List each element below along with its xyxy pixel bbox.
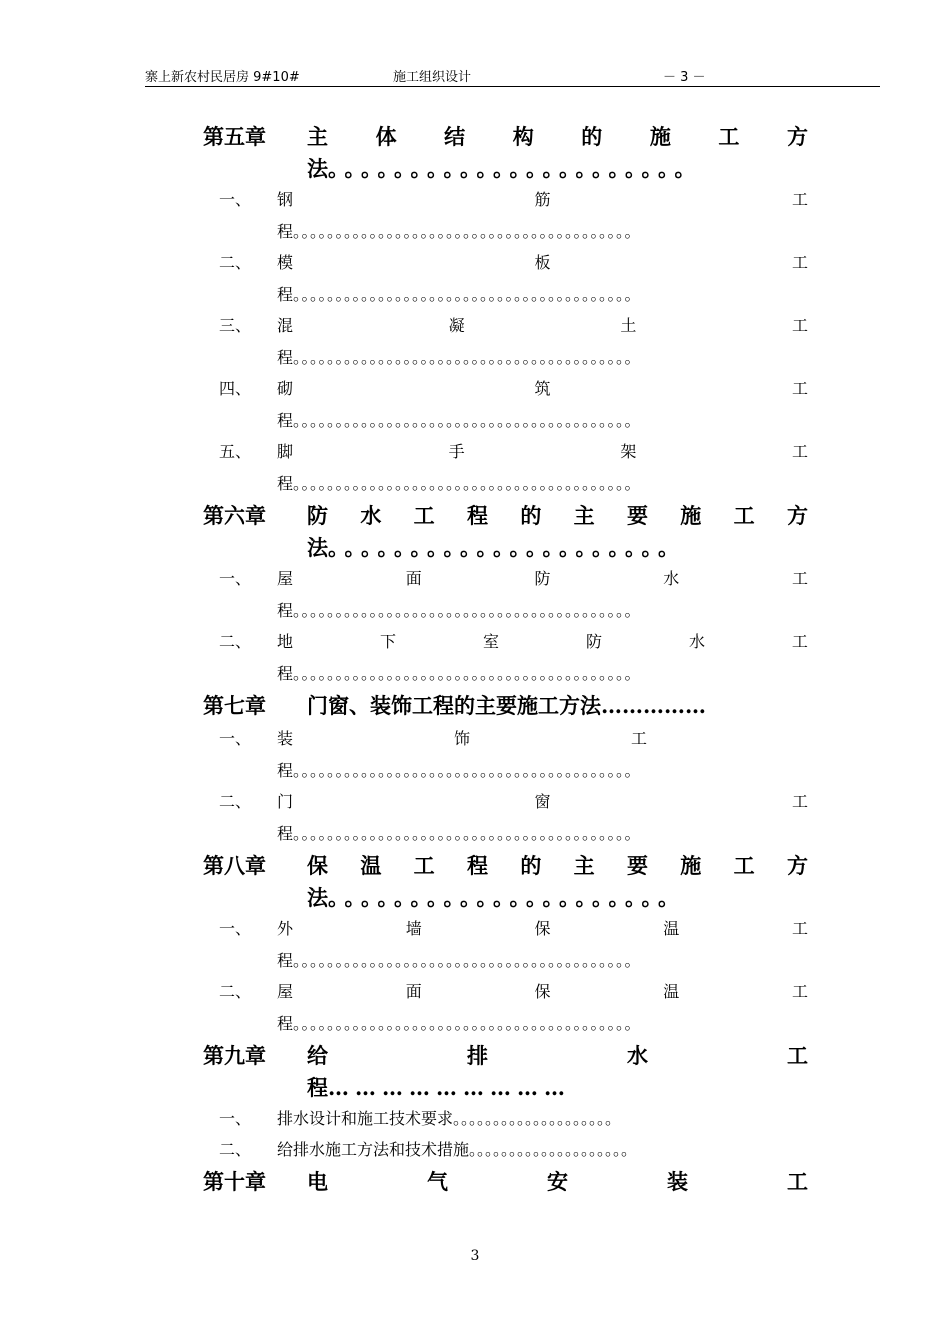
- section-title-spread: [277, 913, 808, 945]
- table-of-contents: [203, 120, 808, 1199]
- section-title-tail: [277, 595, 808, 626]
- toc-char: 防: [534, 569, 551, 588]
- toc-char: 排: [467, 1043, 488, 1068]
- toc-char: 给: [307, 1043, 328, 1068]
- section-title-spread: [277, 723, 808, 755]
- toc-char: 门: [277, 792, 294, 811]
- toc-char: 温: [663, 982, 680, 1001]
- section-title-tail: [277, 755, 808, 786]
- toc-section[interactable]: [203, 563, 808, 626]
- toc-char: 屋: [277, 982, 294, 1001]
- section-title-text: 给排水施工方法和技术措施: [277, 1140, 470, 1159]
- toc-char: 筋: [534, 190, 551, 209]
- chapter-title: [307, 689, 808, 723]
- leader-dots: 。。。。。。。。。。。。。。。。。。。。。。。。。。。。。。。。。。。。。。。。: [293, 951, 642, 970]
- chapter-title-text: 门窗、装饰工程的主要施工方法: [307, 693, 601, 718]
- toc-char: 施: [680, 853, 702, 878]
- section-title-tail: [277, 818, 808, 849]
- section-body: [277, 786, 808, 849]
- chapter-body: [307, 849, 808, 913]
- toc-char: 工: [733, 853, 755, 878]
- toc-char: 钢: [277, 190, 294, 209]
- section-title-end: 程: [277, 951, 294, 970]
- section-title-spread: [277, 373, 808, 405]
- toc-section[interactable]: [203, 786, 808, 849]
- toc-char: 下: [379, 632, 396, 651]
- section-title-end: 程: [277, 474, 294, 493]
- section-body: [277, 723, 808, 786]
- toc-char: 体: [375, 124, 397, 149]
- section-number: 一、: [219, 1109, 252, 1128]
- toc-char: 的: [520, 853, 542, 878]
- leader-dots: 。。。。。。。。。。。。。。。。。。。。。: [328, 535, 685, 560]
- toc-char: 水: [627, 1043, 648, 1068]
- chapter-title-spread: [307, 849, 808, 883]
- leader-dots: 。。。。。。。。。。。。。。。。。。。。。: [328, 885, 685, 910]
- toc-char: 工: [413, 853, 435, 878]
- chapter-body: [307, 1039, 808, 1103]
- chapter-body: [307, 120, 808, 184]
- leader-dots: 。。。。。。。。。。。。。。。。。。。。。。。。。。。。。。。。。。。。。。。。: [293, 664, 642, 683]
- leader-dots: 。。。。。。。。。。。。。。。。。。。。: [453, 1109, 622, 1128]
- section-title: [277, 1103, 808, 1134]
- section-title-end: 程: [277, 824, 294, 843]
- toc-char: 构: [512, 124, 534, 149]
- section-body: [277, 1103, 808, 1134]
- toc-char: 墙: [405, 919, 422, 938]
- toc-char: 温: [663, 919, 680, 938]
- chapter-title-end: 法: [307, 156, 328, 181]
- chapter-title-tail: [307, 533, 808, 563]
- toc-char: 工: [791, 253, 808, 272]
- page-number: 3: [470, 1248, 480, 1264]
- leader-dots: ……………: [601, 693, 706, 718]
- toc-char: 水: [663, 569, 680, 588]
- section-title-end: 程: [277, 411, 294, 430]
- toc-char: 工: [791, 569, 808, 588]
- section-body: [277, 976, 808, 1039]
- section-title-tail: [277, 468, 808, 499]
- header-page-number: － 3 －: [663, 70, 706, 85]
- section-number: 三、: [219, 316, 252, 335]
- section-number: 二、: [219, 253, 252, 272]
- toc-section[interactable]: [203, 913, 808, 976]
- toc-section[interactable]: [203, 373, 808, 436]
- header-project-name: 寨上新农村民居房 9#10#: [145, 70, 300, 85]
- section-number: 一、: [219, 569, 252, 588]
- chapter-label: 第七章: [203, 693, 266, 718]
- section-title-tail: [277, 945, 808, 976]
- toc-char: 工: [631, 729, 648, 748]
- toc-char: 防: [307, 503, 328, 528]
- toc-char: 温: [360, 853, 382, 878]
- chapter-title-end: 法: [307, 535, 328, 560]
- toc-char: 要: [626, 853, 648, 878]
- toc-char: 方: [786, 853, 808, 878]
- toc-char: 外: [277, 919, 294, 938]
- toc-section[interactable]: [203, 1134, 808, 1165]
- toc-char: 的: [520, 503, 542, 528]
- toc-section[interactable]: [203, 976, 808, 1039]
- section-title-end: 程: [277, 601, 294, 620]
- toc-char: 保: [534, 919, 551, 938]
- toc-char: 工: [791, 379, 808, 398]
- toc-char: 手: [448, 442, 465, 461]
- toc-char: 模: [277, 253, 294, 272]
- toc-char: 保: [307, 853, 328, 878]
- toc-char: 饰: [454, 729, 471, 748]
- toc-char: 主: [307, 124, 328, 149]
- section-number: 一、: [219, 919, 252, 938]
- toc-char: 室: [482, 632, 499, 651]
- leader-dots: 。。。。。。。。。。。。。。。。。。。。。。。。。。。。。。。。。。。。。。。。: [293, 285, 642, 304]
- toc-char: 的: [581, 124, 603, 149]
- toc-char: 工: [791, 190, 808, 209]
- section-title-spread: [277, 184, 808, 216]
- leader-dots: 。。。。。。。。。。。。。。。。。。。。。。: [328, 156, 702, 181]
- section-title-end: 程: [277, 1014, 294, 1033]
- toc-chapter[interactable]: [203, 1165, 808, 1199]
- chapter-title-spread: [307, 120, 808, 154]
- section-body: [277, 373, 808, 436]
- toc-char: 气: [427, 1169, 448, 1194]
- toc-char: 工: [733, 503, 755, 528]
- section-title-spread: [277, 436, 808, 468]
- toc-char: 水: [360, 503, 382, 528]
- chapter-title-end: 程: [307, 1075, 328, 1100]
- leader-dots: 。。。。。。。。。。。。。。。。。。。。。。。。。。。。。。。。。。。。。。。。: [293, 761, 642, 780]
- toc-section[interactable]: [203, 1103, 808, 1134]
- section-title-tail: [277, 405, 808, 436]
- toc-char: 电: [307, 1169, 328, 1194]
- leader-dots: 。。。。。。。。。。。。。。。。。。。。: [469, 1140, 638, 1159]
- toc-section[interactable]: [203, 184, 808, 247]
- toc-char: 凝: [448, 316, 465, 335]
- chapter-body: [307, 1165, 808, 1199]
- chapter-label: 第十章: [203, 1169, 266, 1194]
- toc-char: 架: [620, 442, 637, 461]
- toc-section[interactable]: [203, 723, 808, 786]
- chapter-title-spread: [307, 1165, 808, 1199]
- toc-char: 要: [626, 503, 648, 528]
- toc-char: 装: [277, 729, 294, 748]
- toc-char: 工: [791, 316, 808, 335]
- section-title-end: 程: [277, 348, 294, 367]
- toc-section[interactable]: [203, 310, 808, 373]
- section-title: [277, 1134, 808, 1165]
- toc-char: 工: [791, 982, 808, 1001]
- section-body: [277, 436, 808, 499]
- toc-char: 工: [718, 124, 740, 149]
- toc-char: 施: [680, 503, 702, 528]
- toc-char: 窗: [534, 792, 551, 811]
- header-document-title: 施工组织设计: [393, 70, 472, 85]
- section-title-tail: [277, 279, 808, 310]
- toc-section[interactable]: [203, 626, 808, 689]
- section-body: [277, 563, 808, 626]
- toc-section[interactable]: [203, 247, 808, 310]
- section-number: 四、: [219, 379, 252, 398]
- section-number: 五、: [219, 442, 252, 461]
- section-title-tail: [277, 342, 808, 373]
- toc-char: 混: [277, 316, 294, 335]
- page-header: [145, 66, 880, 87]
- section-title-tail: [277, 216, 808, 247]
- section-title-spread: [277, 310, 808, 342]
- section-body: [277, 184, 808, 247]
- section-title-tail: [277, 1008, 808, 1039]
- toc-char: 主: [573, 853, 595, 878]
- section-body: [277, 1134, 808, 1165]
- toc-char: 工: [787, 1043, 808, 1068]
- section-number: 一、: [219, 190, 252, 209]
- chapter-label: 第九章: [203, 1043, 266, 1068]
- toc-char: 水: [688, 632, 705, 651]
- toc-char: 面: [405, 569, 422, 588]
- toc-char: 工: [791, 632, 808, 651]
- chapter-label: 第六章: [203, 503, 266, 528]
- toc-char: 筑: [534, 379, 551, 398]
- toc-chapter[interactable]: [203, 1039, 808, 1103]
- toc-char: 屋: [277, 569, 294, 588]
- section-body: [277, 247, 808, 310]
- toc-char: 主: [573, 503, 595, 528]
- leader-dots: 。。。。。。。。。。。。。。。。。。。。。。。。。。。。。。。。。。。。。。。。: [293, 474, 642, 493]
- toc-char: 程: [466, 503, 488, 528]
- section-title-spread: [277, 786, 808, 818]
- chapter-title-tail: [307, 1073, 808, 1103]
- section-number: 一、: [219, 729, 252, 748]
- toc-char: 土: [620, 316, 637, 335]
- section-title-end: 程: [277, 222, 294, 241]
- chapter-title-tail: [307, 883, 808, 913]
- toc-char: 面: [405, 982, 422, 1001]
- toc-char: 防: [585, 632, 602, 651]
- section-title-spread: [277, 976, 808, 1008]
- chapter-body: [307, 689, 808, 723]
- toc-char: 地: [277, 632, 294, 651]
- chapter-title-end: 法: [307, 885, 328, 910]
- section-number: 二、: [219, 982, 252, 1001]
- toc-char: 施: [649, 124, 671, 149]
- toc-char: 板: [534, 253, 551, 272]
- leader-dots: 。。。。。。。。。。。。。。。。。。。。。。。。。。。。。。。。。。。。。。。。: [293, 1014, 642, 1033]
- section-title-spread: [277, 563, 808, 595]
- toc-section[interactable]: [203, 436, 808, 499]
- toc-char: 方: [786, 124, 808, 149]
- leader-dots: 。。。。。。。。。。。。。。。。。。。。。。。。。。。。。。。。。。。。。。。。: [293, 222, 642, 241]
- toc-char: 工: [791, 442, 808, 461]
- toc-char: 工: [787, 1169, 808, 1194]
- chapter-label: 第八章: [203, 853, 266, 878]
- toc-char: 安: [547, 1169, 568, 1194]
- section-number: 二、: [219, 1140, 252, 1159]
- section-title-end: 程: [277, 285, 294, 304]
- toc-char: 工: [413, 503, 435, 528]
- toc-chapter[interactable]: [203, 689, 808, 723]
- toc-char: 结: [444, 124, 466, 149]
- toc-char: 工: [791, 919, 808, 938]
- toc-char: 工: [791, 792, 808, 811]
- toc-char: 程: [466, 853, 488, 878]
- section-title-end: 程: [277, 664, 294, 683]
- section-number: 二、: [219, 792, 252, 811]
- chapter-title-spread: [307, 1039, 808, 1073]
- section-title-end: 程: [277, 761, 294, 780]
- leader-dots: ………………………: [328, 1075, 571, 1100]
- toc-chapter[interactable]: [203, 849, 808, 913]
- toc-char: 脚: [277, 442, 294, 461]
- toc-char: 方: [786, 503, 808, 528]
- chapter-body: [307, 499, 808, 563]
- chapter-title-spread: [307, 499, 808, 533]
- toc-char: 砌: [277, 379, 294, 398]
- toc-char: 装: [667, 1169, 688, 1194]
- section-body: [277, 913, 808, 976]
- chapter-label: 第五章: [203, 124, 266, 149]
- leader-dots: 。。。。。。。。。。。。。。。。。。。。。。。。。。。。。。。。。。。。。。。。: [293, 824, 642, 843]
- section-number: 二、: [219, 632, 252, 651]
- toc-char: 保: [534, 982, 551, 1001]
- chapter-title-tail: [307, 154, 808, 184]
- toc-chapter[interactable]: [203, 120, 808, 184]
- section-title-spread: [277, 247, 808, 279]
- toc-chapter[interactable]: [203, 499, 808, 563]
- section-body: [277, 626, 808, 689]
- section-body: [277, 310, 808, 373]
- section-title-spread: [277, 626, 808, 658]
- leader-dots: 。。。。。。。。。。。。。。。。。。。。。。。。。。。。。。。。。。。。。。。。: [293, 411, 642, 430]
- leader-dots: 。。。。。。。。。。。。。。。。。。。。。。。。。。。。。。。。。。。。。。。。: [293, 601, 642, 620]
- section-title-text: 排水设计和施工技术要求: [277, 1109, 454, 1128]
- leader-dots: 。。。。。。。。。。。。。。。。。。。。。。。。。。。。。。。。。。。。。。。。: [293, 348, 642, 367]
- section-title-tail: [277, 658, 808, 689]
